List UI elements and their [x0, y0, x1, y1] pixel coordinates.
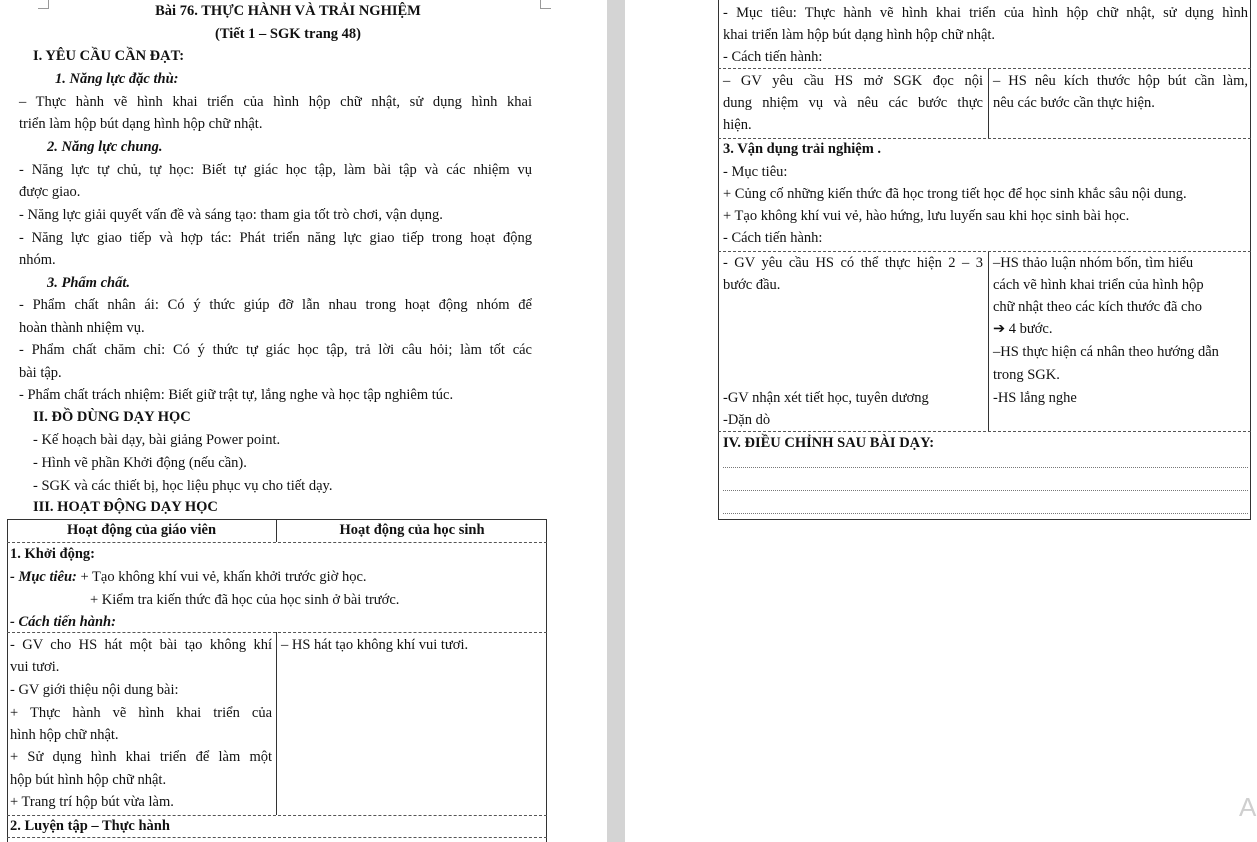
goal-line: + Tạo không khí vui vẻ, hào hứng, lưu luyến sau khi học sinh bài học. [723, 208, 1130, 224]
row-divider [7, 542, 547, 543]
lesson-subtitle: (Tiết 1 – SGK trang 48) [215, 26, 361, 42]
column-divider [276, 632, 277, 815]
paragraph: triển làm hộp bút dạng hình hộp chữ nhật. [19, 116, 263, 132]
student-cell-text: cách vẽ hình khai triển của hình hộp [993, 277, 1204, 293]
page-gap [607, 0, 625, 842]
paragraph: - Phẩm chất trách nhiệm: Biết giữ trật tự, lắng nghe và học tập nghiêm túc. [19, 387, 454, 403]
paragraph: - Năng lực tự chủ, tự học: Biết tự giác học tập, làm bài tập và các nhiệm vụ [19, 162, 532, 178]
teacher-cell-text: hiện. [723, 117, 752, 133]
student-cell-text: trong SGK. [993, 367, 1060, 383]
row-divider [718, 138, 1251, 139]
student-cell-text [993, 320, 1053, 338]
goal-line [10, 568, 367, 586]
activity-heading: 2. Luyện tập – Thực hành [10, 818, 170, 834]
paragraph: - Năng lực giải quyết vấn đề và sáng tạo: tham gia tốt trò chơi, vận dụng. [19, 207, 443, 223]
column-divider [988, 68, 989, 138]
goal-line: + Kiểm tra kiến thức đã học của học sinh ở bài trước. [90, 592, 400, 608]
student-cell-text: –HS thảo luận nhóm bốn, tìm hiểu [993, 255, 1194, 271]
teacher-cell-text: + Trang trí hộp bút vừa làm. [10, 794, 174, 810]
goal-line: khai triển làm hộp bút dạng hình hộp chữ nhật. [723, 27, 996, 43]
teacher-cell-text: dung nhiệm vụ và nêu các bước thực [723, 95, 983, 111]
teacher-cell-text: hình hộp chữ nhật. [10, 727, 119, 743]
list-item: - SGK và các thiết bị, học liệu phục vụ cho tiết dạy. [33, 478, 333, 494]
goal-label: - Mục tiêu: [10, 569, 77, 585]
teacher-cell-text: + Sử dụng hình khai triển để làm một [10, 749, 272, 765]
student-cell-text: -HS lắng nghe [993, 390, 1077, 406]
paragraph: hoàn thành nhiệm vụ. [19, 320, 145, 336]
row-divider [718, 68, 1251, 69]
student-cell-text: – HS hát tạo không khí vui tươi. [281, 637, 469, 653]
right-page [625, 0, 1257, 842]
paragraph: - Phẩm chất nhân ái: Có ý thức giúp đỡ lẫn nhau trong hoạt động nhóm để [19, 297, 532, 313]
activity-heading: 3. Vận dụng trải nghiệm . [723, 141, 882, 157]
teacher-cell-text: - GV giới thiệu nội dung bài: [10, 682, 179, 698]
section-heading-1: I. YÊU CẦU CẦN ĐẠT: [33, 48, 185, 64]
blank-line [723, 467, 1248, 468]
list-item: - Hình vẽ phần Khởi động (nếu cần). [33, 455, 247, 471]
student-cell-text: nêu các bước cần thực hiện. [993, 95, 1155, 111]
row-divider [7, 632, 547, 633]
activity-heading: 1. Khởi động: [10, 546, 95, 562]
row-divider [7, 837, 547, 838]
paragraph: được giao. [19, 184, 81, 200]
method-label: - Cách tiến hành: [723, 49, 823, 65]
student-cell-text: chữ nhật theo các kích thước đã cho [993, 299, 1202, 315]
teacher-cell-text: -GV nhận xét tiết học, tuyên dương [723, 390, 929, 406]
arrow-right-icon: ➔ [993, 321, 1009, 337]
list-item: - Kế hoạch bài dạy, bài giảng Power point. [33, 432, 281, 448]
step-count: 4 bước. [1008, 321, 1053, 337]
goal-line: - Mục tiêu: Thực hành vẽ hình khai triển của hình hộp chữ nhật, sử dụng hình [723, 5, 1248, 21]
method-label: - Cách tiến hành: [723, 230, 823, 246]
teacher-cell-text: – GV yêu cầu HS mở SGK đọc nội [723, 73, 983, 89]
goal-line: + Củng cố những kiến thức đã học trong tiết học để học sinh khắc sâu nội dung. [723, 186, 1187, 202]
column-header-student: Hoạt động của học sinh [339, 522, 485, 538]
student-cell-text: –HS thực hiện cá nhân theo hướng dẫn [993, 344, 1219, 360]
paragraph: - Năng lực giao tiếp và hợp tác: Phát triển năng lực giao tiếp trong hoạt động [19, 230, 532, 246]
section-heading-3: III. HOẠT ĐỘNG DẠY HỌC [33, 499, 218, 515]
method-label: - Cách tiến hành: [10, 614, 116, 630]
paragraph: bài tập. [19, 365, 62, 381]
section-heading-4: IV. ĐIỀU CHỈNH SAU BÀI DẠY: [723, 435, 935, 451]
paragraph: nhóm. [19, 252, 56, 268]
blank-line [723, 513, 1248, 514]
goal-label: - Mục tiêu: [723, 164, 788, 180]
teacher-cell-text: - GV yêu cầu HS có thể thực hiện 2 – 3 [723, 255, 983, 271]
teacher-cell-text: vui tươi. [10, 659, 60, 675]
blank-line [723, 490, 1248, 491]
watermark-text: A [1239, 792, 1257, 822]
subheading-nang-luc-chung: 2. Năng lực chung. [47, 139, 163, 155]
left-page [0, 0, 607, 842]
row-divider [7, 815, 547, 816]
subheading-nang-luc-dac-thu: 1. Năng lực đặc thù: [55, 71, 179, 87]
paragraph: - Phẩm chất chăm chỉ: Có ý thức tự giác học tập, trả lời câu hỏi; làm tốt các [19, 342, 532, 358]
section-heading-2: II. ĐỒ DÙNG DẠY HỌC [33, 409, 191, 425]
column-divider [988, 251, 989, 431]
teacher-cell-text: bước đầu. [723, 277, 781, 293]
paragraph: – Thực hành vẽ hình khai triển của hình hộp chữ nhật, sử dụng hình khai [19, 94, 532, 110]
teacher-cell-text: hộp bút hình hộp chữ nhật. [10, 772, 167, 788]
goal-text: + Tạo không khí vui vẻ, khấn khởi trước giờ học. [76, 569, 367, 585]
subheading-pham-chat: 3. Phẩm chất. [47, 275, 130, 291]
student-cell-text: – HS nêu kích thước hộp bút cần làm, [993, 73, 1248, 89]
teacher-cell-text: - GV cho HS hát một bài tạo không khí [10, 637, 272, 653]
teacher-cell-text: + Thực hành vẽ hình khai triển của [10, 705, 272, 721]
row-divider [718, 431, 1251, 432]
row-divider [718, 251, 1251, 252]
teacher-cell-text: -Dặn dò [723, 412, 771, 428]
lesson-title: Bài 76. THỰC HÀNH VÀ TRẢI NGHIỆM [155, 3, 421, 19]
column-header-teacher: Hoạt động của giáo viên [66, 522, 217, 538]
